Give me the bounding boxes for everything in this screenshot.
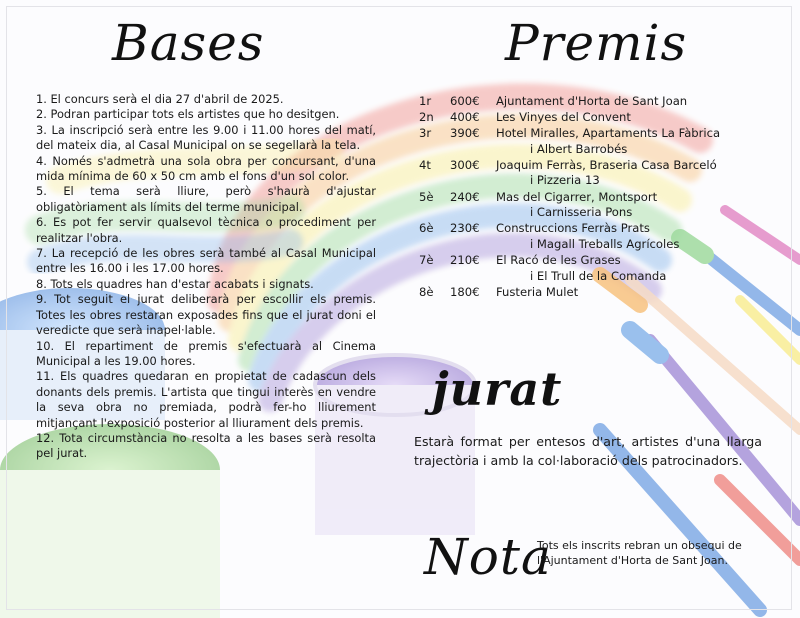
nota-text: Tots els inscrits rebran un obsequi de l'Ajuntament d'Horta de Sant Joan.	[537, 539, 742, 567]
nota-title: Nota	[424, 528, 552, 586]
jurat-title: jurat	[432, 362, 563, 416]
prize-row	[414, 190, 774, 222]
bases-item: 9. Tot seguit el jurat deliberarà per escollir els premis. Totes les obres restaran exposades fins que el jurat doni el veredicte que serà inapel·lable.	[36, 292, 376, 338]
prize-row	[414, 110, 774, 126]
prize-row	[414, 158, 774, 190]
prize-amount: 240€	[450, 189, 480, 204]
prize-row	[414, 126, 774, 158]
bases-item: 1. El concurs serà el dia 27 d'abril de 2025.	[36, 92, 284, 106]
prize-amount: 230€	[450, 221, 480, 236]
prize-position: 7è	[419, 252, 434, 267]
prize-sponsor-line: i Pizzeria 13	[530, 173, 600, 188]
prize-sponsor-line: Construccions Ferràs Prats	[496, 221, 650, 236]
premis-table	[414, 94, 774, 301]
prize-sponsor-line: i El Trull de la Comanda	[530, 268, 667, 283]
prize-sponsor	[496, 221, 774, 253]
bases-item: 2. Podran participar tots els artistes que ho desitgen.	[36, 107, 340, 122]
bases-item: 5. El tema serà lliure, però s'haurà d'ajustar obligatòriament als límits del terme municipal.	[36, 184, 376, 214]
prize-sponsor-line: Hotel Miralles, Apartaments La Fàbrica	[496, 126, 721, 141]
prize-sponsor: Fusteria Mulet	[496, 284, 579, 299]
prize-sponsor-line: i Magall Treballs Agrícoles	[530, 236, 680, 251]
prize-sponsor: Les Vinyes del Convent	[496, 110, 631, 125]
prize-sponsor-line: i Carnisseria Pons	[530, 205, 633, 220]
prize-position: 4t	[419, 157, 431, 172]
prize-sponsor	[496, 253, 774, 285]
prize-sponsor-line: El Racó de les Grases	[496, 252, 621, 267]
bases-title: Bases	[112, 14, 265, 72]
bases-list	[36, 92, 376, 462]
jurat-text: Estarà format per entesos d'art, artistes d'una llarga trajectòria i amb la col·laboració dels patrocinadors.	[414, 434, 762, 468]
prize-row	[414, 285, 774, 301]
prize-position: 5è	[419, 189, 434, 204]
bases-item: 11. Els quadres quedaran en propietat de cadascun dels donants dels premis. L'artista que tingui interès en vendre la seva obra no premiada, podrà fer-ho lliurement mitjançant l'exposició posterior al lliurament dels premis.	[36, 369, 376, 430]
bases-item: 6. Es pot fer servir qualsevol tècnica o procediment per realitzar l'obra.	[36, 215, 376, 245]
prize-amount: 300€	[450, 157, 480, 172]
prize-amount: 600€	[450, 94, 480, 108]
prize-sponsor	[496, 126, 774, 158]
prize-row	[414, 94, 774, 110]
prize-row	[414, 221, 774, 253]
bases-item: 4. Només s'admetrà una sola obra per concursant, d'una mida mínima de 60 x 50 cm amb el fons d'un sol color.	[36, 153, 376, 184]
premis-title: Premis	[505, 14, 688, 72]
prize-sponsor	[496, 190, 774, 222]
prize-row	[414, 253, 774, 285]
prize-amount: 180€	[450, 284, 480, 299]
bases-item: 8. Tots els quadres han d'estar acabats i signats.	[36, 276, 314, 291]
prize-sponsor-line: i Albert Barrobés	[530, 141, 628, 156]
prize-position: 3r	[419, 126, 432, 141]
bases-item: 10. El repartiment de premis s'efectuarà al Cinema Municipal a les 19.00 hores.	[36, 338, 376, 368]
prize-position: 8è	[419, 284, 434, 299]
bases-item: 7. La recepció de les obres serà també al Casal Municipal entre les 16.00 i les 17.00 hores.	[36, 246, 376, 276]
prize-sponsor: Ajuntament d'Horta de Sant Joan	[496, 94, 688, 108]
prize-amount: 210€	[450, 252, 480, 267]
prize-position: 6è	[419, 221, 434, 236]
bases-item: 3. La inscripció serà entre les 9.00 i 11.00 hores del matí, del mateix dia, al Casal Municipal on se segellarà la tela.	[36, 122, 376, 153]
prize-sponsor-line: Joaquim Ferràs, Braseria Casa Barceló	[496, 157, 717, 172]
prize-amount: 390€	[450, 126, 480, 141]
prize-sponsor	[496, 158, 774, 190]
prize-position: 2n	[419, 110, 434, 125]
bases-item: 12. Tota circumstància no resolta a les bases serà resolta pel jurat.	[36, 430, 376, 461]
prize-amount: 400€	[450, 110, 480, 125]
prize-position: 1r	[419, 94, 432, 108]
prize-sponsor-line: Mas del Cigarrer, Montsport	[496, 189, 658, 204]
